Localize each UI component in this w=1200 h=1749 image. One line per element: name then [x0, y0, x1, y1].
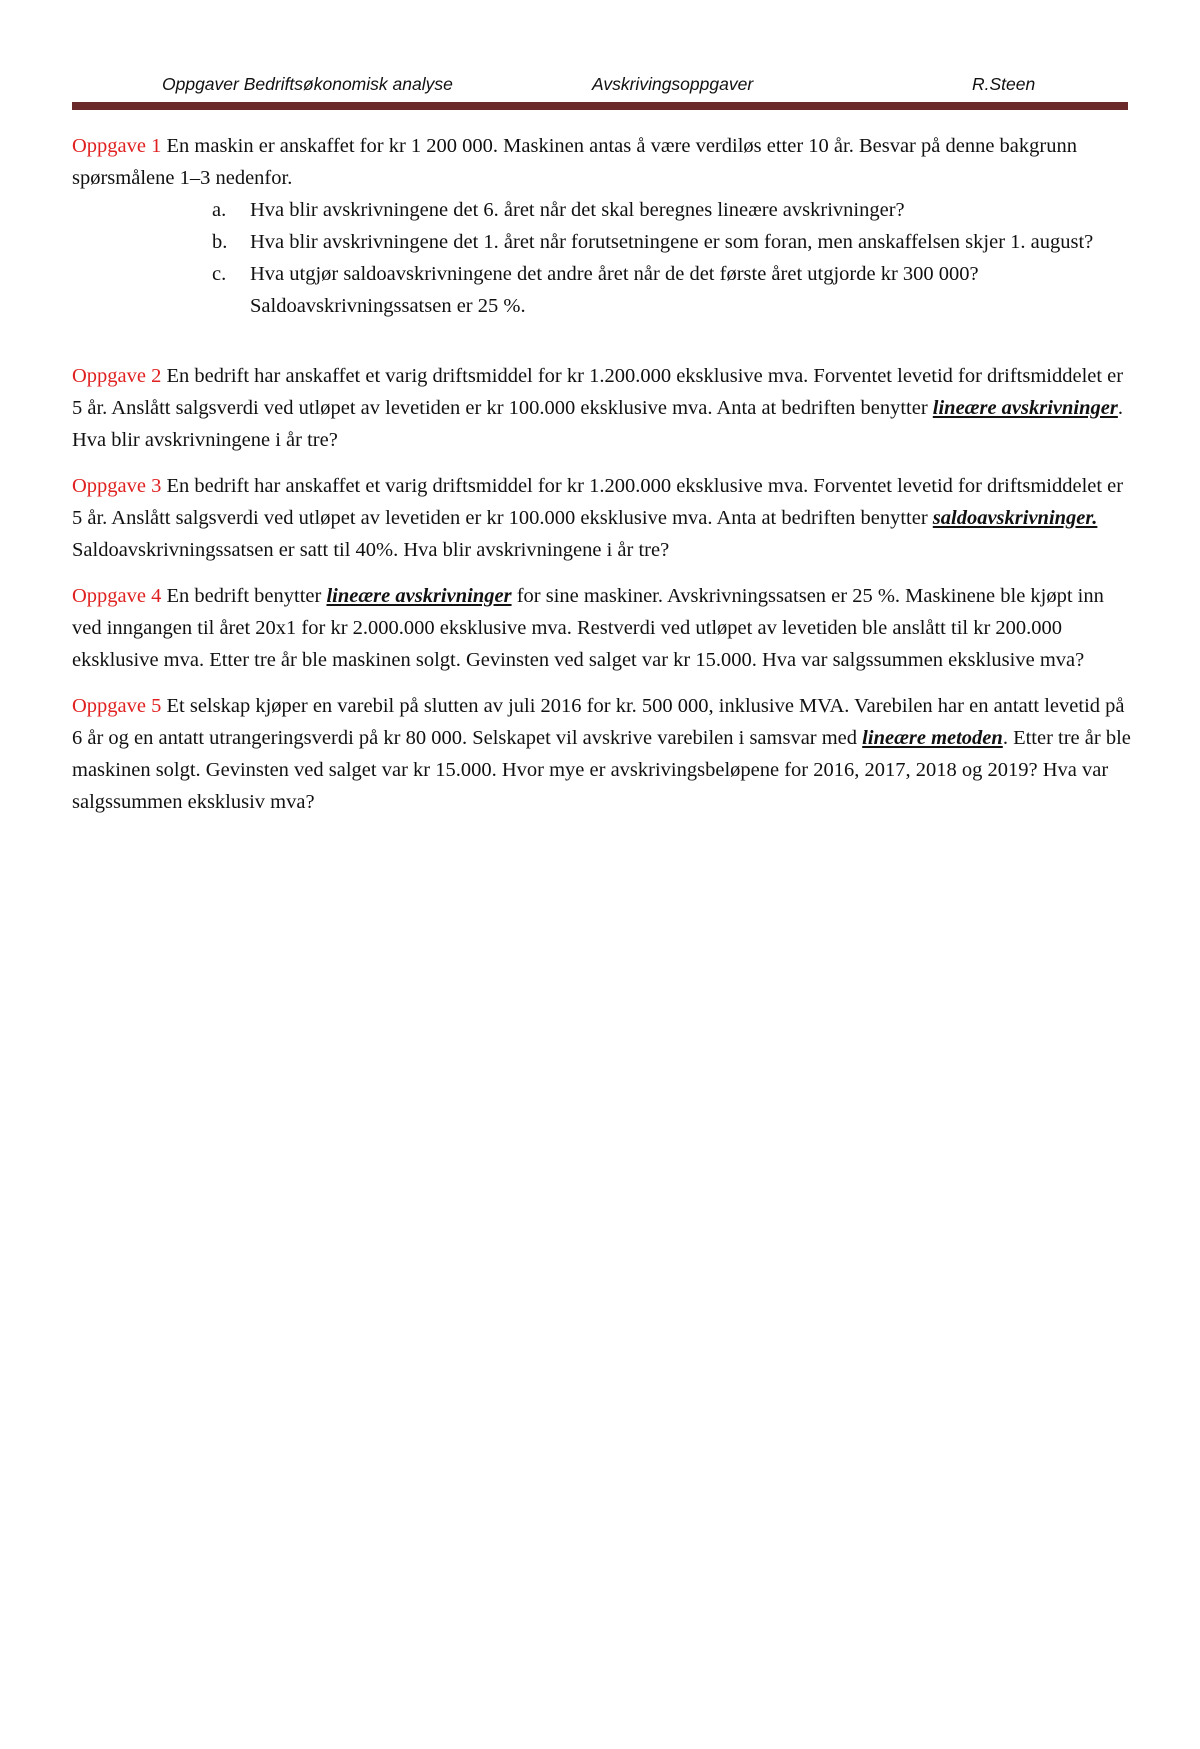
spacer: [72, 322, 1132, 360]
page-header: [72, 74, 1128, 98]
task-4-text: En bedrift benytter: [161, 585, 327, 607]
task-5-text-end: . Etter tre år ble maskinen solgt. Gevinsten ved salget var kr 15.000. Hvor mye er avskrivingsbeløpene for 2016, 2017, 2018 og 2019? Hva var salgssummen eksklusiv mva?: [72, 727, 1131, 813]
task-1-text: En maskin er anskaffet for kr 1 200 000. Maskinen antas å være verdiløs etter 10 år. Besvar på denne bakgrunn spørsmålene 1–3 nedenfor.: [72, 135, 1077, 189]
list-marker: a.: [212, 199, 227, 221]
task-1-questions: [72, 194, 1132, 322]
task-3-text: En bedrift har anskaffet et varig driftsmiddel for kr 1.200.000 eksklusive mva. Forventet levetid for driftsmiddelet er 5 år. Anslått salgsverdi ved utløpet av levetiden er kr 100.000 eksklusive mva. Anta at bedriften benytter: [72, 475, 1124, 529]
task-3: [72, 470, 1132, 566]
task-2-emphasis: lineære avskrivninger: [932, 397, 1118, 419]
task-1: [72, 130, 1132, 194]
task-2: [72, 360, 1132, 456]
task-1-label: Oppgave 1: [72, 135, 162, 157]
list-item-text: Hva blir avskrivningene det 6. året når det skal beregnes lineære avskrivninger?: [250, 199, 905, 221]
task-2-text: En bedrift har anskaffet et varig driftsmiddel for kr 1.200.000 eksklusive mva. Forventet levetid for driftsmiddelet er 5 år. Anslått salgsverdi ved utløpet av levetiden er kr 100.000 eksklusive mva. Anta at bedriften benytter: [72, 365, 1124, 419]
header-topic: Avskrivingsoppgaver: [592, 74, 754, 94]
task-4: [72, 580, 1132, 676]
header-rule: [72, 102, 1128, 110]
task-2-text-end: . Hva blir avskrivningene i år tre?: [72, 397, 1123, 451]
task-5: [72, 690, 1132, 818]
header-author: R.Steen: [972, 74, 1036, 94]
task-3-label: Oppgave 3: [72, 475, 162, 497]
list-marker: c.: [212, 263, 227, 285]
task-5-text: Et selskap kjøper en varebil på slutten av juli 2016 for kr. 500 000, inklusive MVA. Varebilen har en antatt levetid på 6 år og en antatt utrangeringsverdi på kr 80 000. Selskapet vil avskrive varebilen i samsvar med: [72, 695, 1125, 749]
list-item-text: Hva utgjør saldoavskrivningene det andre året når de det første året utgjorde kr 300 000? Saldoavskrivningssatsen er 25 %.: [250, 263, 979, 317]
list-item: [72, 226, 1132, 258]
list-item: [72, 258, 1132, 322]
document-body: [72, 130, 1132, 832]
task-5-label: Oppgave 5: [72, 695, 162, 717]
task-2-label: Oppgave 2: [72, 365, 162, 387]
header-course: Oppgaver Bedriftsøkonomisk analyse: [162, 74, 453, 94]
task-4-emphasis: lineære avskrivninger: [326, 585, 512, 607]
list-item-text: Hva blir avskrivningene det 1. året når forutsetningene er som foran, men anskaffelsen skjer 1. august?: [250, 231, 1094, 253]
task-3-text-end: Saldoavskrivningssatsen er satt til 40%. Hva blir avskrivningene i år tre?: [72, 539, 670, 561]
task-5-emphasis: lineære metoden: [862, 727, 1003, 749]
task-4-text-end: for sine maskiner. Avskrivningssatsen er 25 %. Maskinene ble kjøpt inn ved inngangen til året 20x1 for kr 2.000.000 eksklusive mva. Restverdi ved utløpet av levetiden ble anslått til kr 200.000 eksklusive mva. Etter tre år ble maskinen solgt. Gevinsten ved salget var kr 15.000. Hva var salgssummen eksklusive mva?: [72, 585, 1104, 671]
task-3-emphasis: saldoavskrivninger.: [932, 507, 1098, 529]
list-item: [72, 194, 1132, 226]
task-4-label: Oppgave 4: [72, 585, 162, 607]
list-marker: b.: [212, 231, 228, 253]
